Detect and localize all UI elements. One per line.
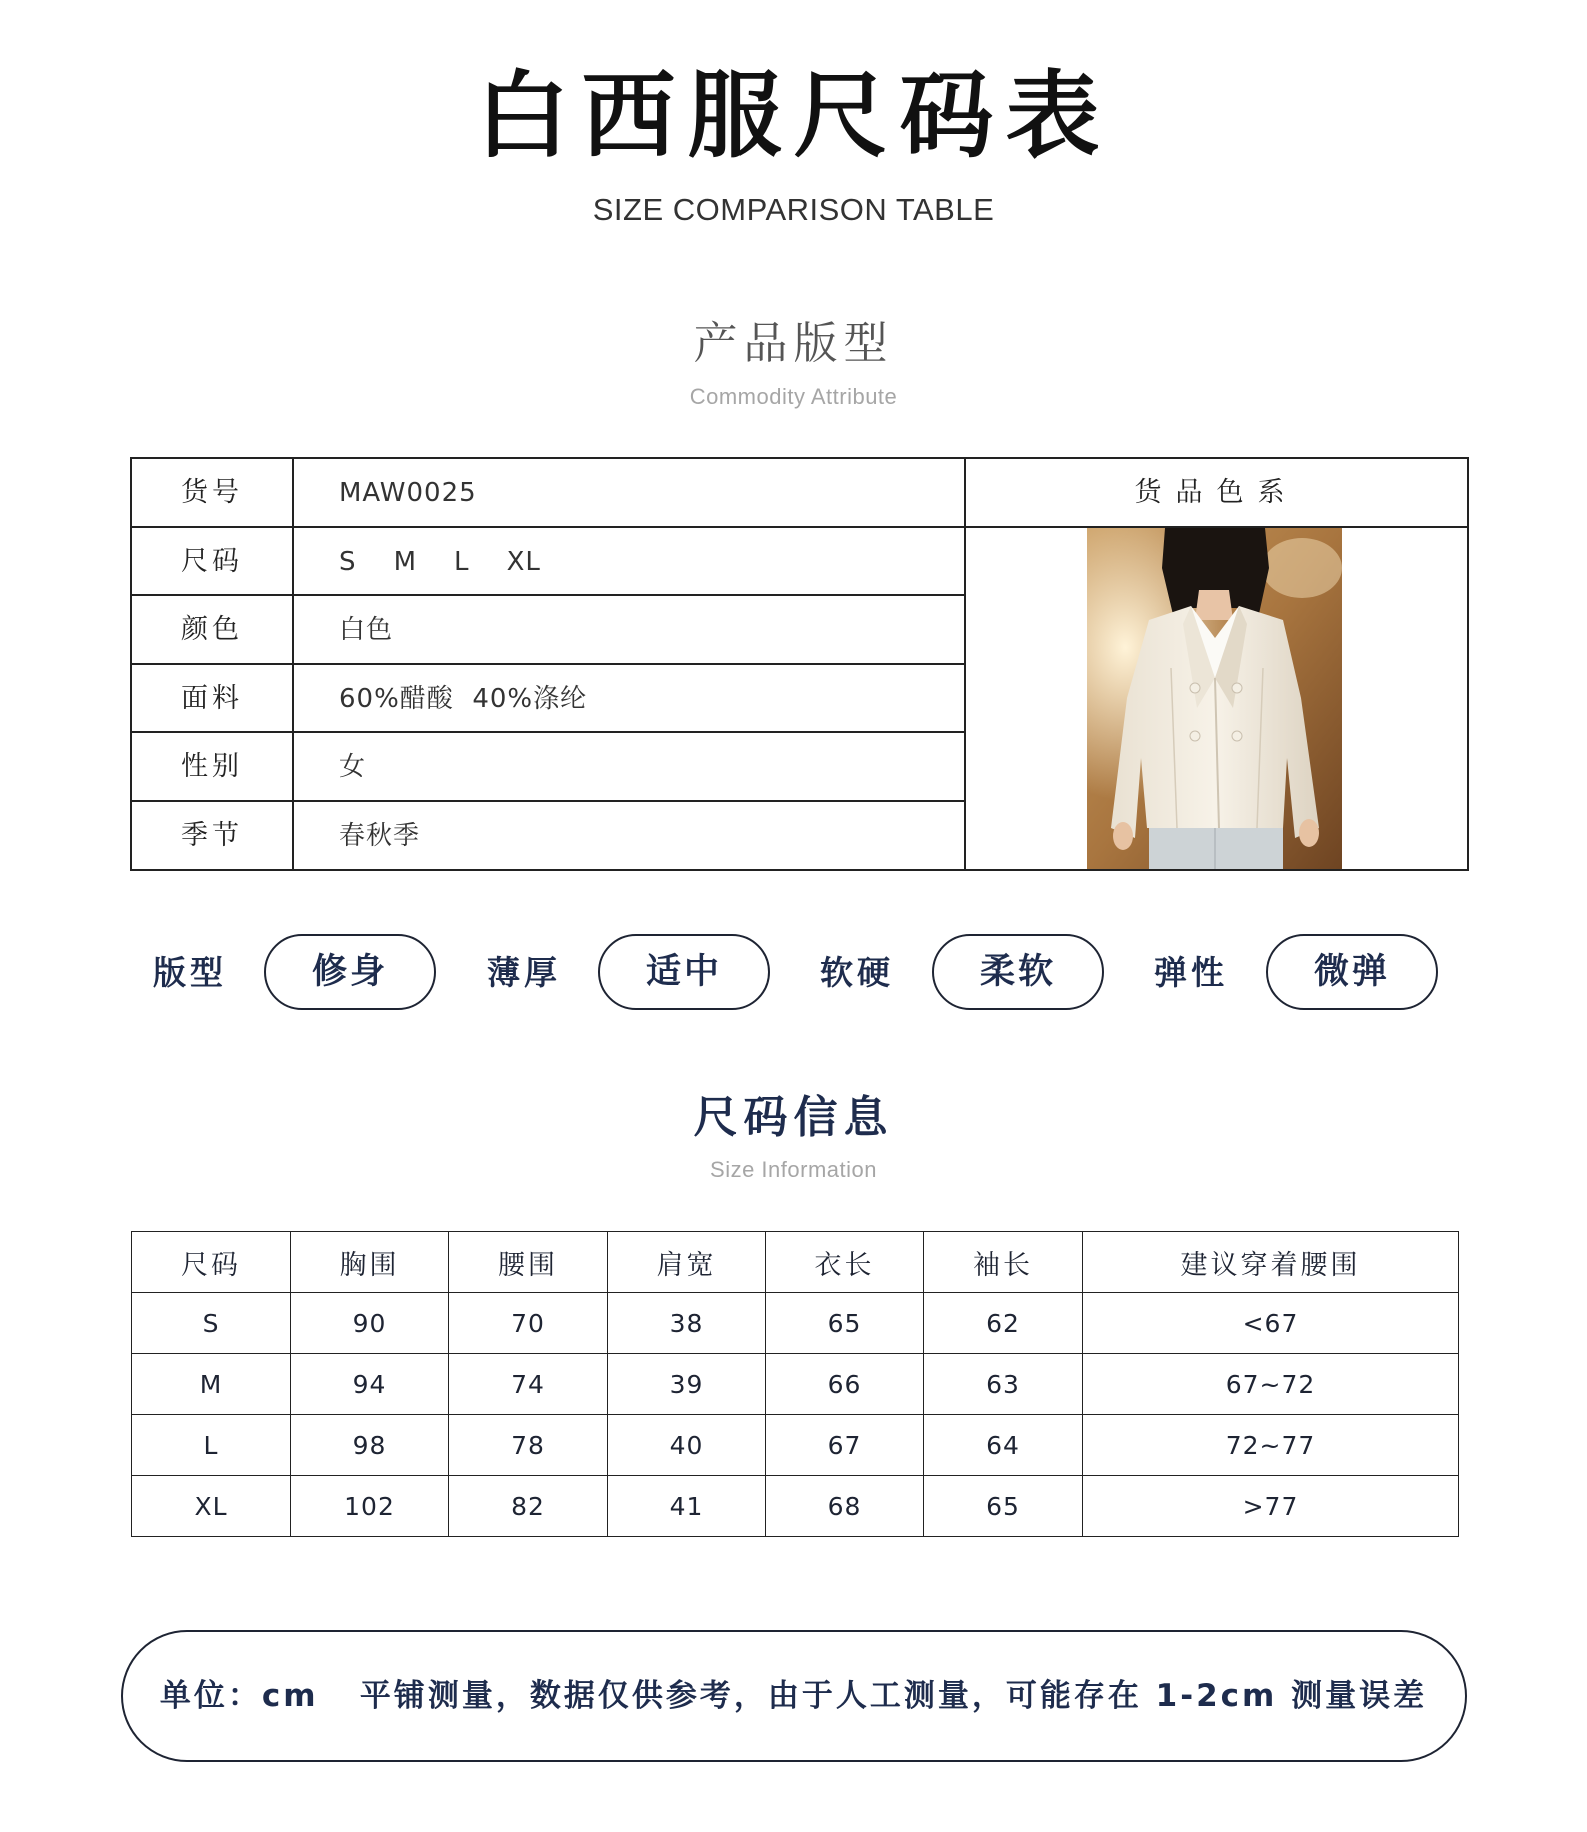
attr-label-fabric: 面料 xyxy=(181,683,243,714)
fit-value-thickness: 适中 xyxy=(598,934,770,1010)
size-cell: 63 xyxy=(924,1354,1083,1415)
attr-value-fabric: 60%醋酸 40%涤纶 xyxy=(339,684,588,714)
size-cell: 90 xyxy=(291,1293,449,1354)
size-header-cell: 肩宽 xyxy=(608,1232,766,1293)
size-cell: 67 xyxy=(766,1415,924,1476)
attr-value-color: 白色 xyxy=(339,615,394,645)
table-row xyxy=(132,1476,1459,1537)
size-cell: 38 xyxy=(608,1293,766,1354)
size-table-header-row xyxy=(132,1232,1459,1293)
size-cell: 102 xyxy=(291,1476,449,1537)
size-table xyxy=(131,1231,1459,1537)
size-cell: S xyxy=(132,1293,291,1354)
size-cell: 66 xyxy=(766,1354,924,1415)
measurement-note: 单位：cm 平铺测量，数据仅供参考，由于人工测量，可能存在 1-2cm 测量误差 xyxy=(159,1678,1428,1714)
attr-value-size: S M L XL xyxy=(339,547,541,577)
attr-value-season: 春秋季 xyxy=(339,821,421,851)
attributes-section-title: 产品版型 xyxy=(693,318,894,369)
size-cell: 70 xyxy=(449,1293,608,1354)
size-cell: >77 xyxy=(1083,1476,1459,1537)
fit-label-shape: 版型 xyxy=(153,953,227,992)
size-cell: 41 xyxy=(608,1476,766,1537)
size-cell: 39 xyxy=(608,1354,766,1415)
page-subtitle: SIZE COMPARISON TABLE xyxy=(592,192,995,227)
table-row xyxy=(132,1415,1459,1476)
size-section-subtitle: Size Information xyxy=(710,1157,877,1182)
color-series-header: 货品色系 xyxy=(1134,477,1299,508)
page-title: 白西服尺码表 xyxy=(475,62,1112,171)
attr-label-gender: 性别 xyxy=(181,751,243,782)
size-header-cell: 袖长 xyxy=(924,1232,1083,1293)
size-header-cell: 建议穿着腰围 xyxy=(1083,1232,1459,1293)
size-cell: 40 xyxy=(608,1415,766,1476)
size-cell: 65 xyxy=(924,1476,1083,1537)
attr-label-color: 颜色 xyxy=(181,614,243,645)
fit-value-softness: 柔软 xyxy=(932,934,1104,1010)
fit-value-elasticity: 微弹 xyxy=(1266,934,1438,1010)
fit-label-softness: 软硬 xyxy=(820,953,894,992)
fit-label-elasticity: 弹性 xyxy=(1154,953,1228,992)
size-cell: L xyxy=(132,1415,291,1476)
size-cell: <67 xyxy=(1083,1293,1459,1354)
attr-value-gender: 女 xyxy=(339,752,367,782)
attr-label-item-no: 货号 xyxy=(181,477,243,508)
table-row xyxy=(132,1354,1459,1415)
attr-label-season: 季节 xyxy=(181,820,243,851)
fit-label-thickness: 薄厚 xyxy=(487,953,561,992)
size-cell: 82 xyxy=(449,1476,608,1537)
size-cell: 62 xyxy=(924,1293,1083,1354)
size-header-cell: 腰围 xyxy=(449,1232,608,1293)
size-section-title: 尺码信息 xyxy=(693,1092,894,1143)
attr-value-item-no: MAW0025 xyxy=(339,478,477,508)
size-cell: 67~72 xyxy=(1083,1354,1459,1415)
product-photo xyxy=(1087,528,1342,869)
size-cell: 78 xyxy=(449,1415,608,1476)
size-cell: 65 xyxy=(766,1293,924,1354)
size-cell: M xyxy=(132,1354,291,1415)
size-cell: 72~77 xyxy=(1083,1415,1459,1476)
size-header-cell: 衣长 xyxy=(766,1232,924,1293)
attributes-section-subtitle: Commodity Attribute xyxy=(689,384,898,409)
size-header-cell: 尺码 xyxy=(132,1232,291,1293)
size-cell: 98 xyxy=(291,1415,449,1476)
size-cell: 68 xyxy=(766,1476,924,1537)
size-cell: 94 xyxy=(291,1354,449,1415)
size-header-cell: 胸围 xyxy=(291,1232,449,1293)
size-cell: 74 xyxy=(449,1354,608,1415)
size-cell: 64 xyxy=(924,1415,1083,1476)
fit-value-shape: 修身 xyxy=(264,934,436,1010)
attr-label-size: 尺码 xyxy=(181,546,243,577)
table-row xyxy=(132,1293,1459,1354)
size-cell: XL xyxy=(132,1476,291,1537)
